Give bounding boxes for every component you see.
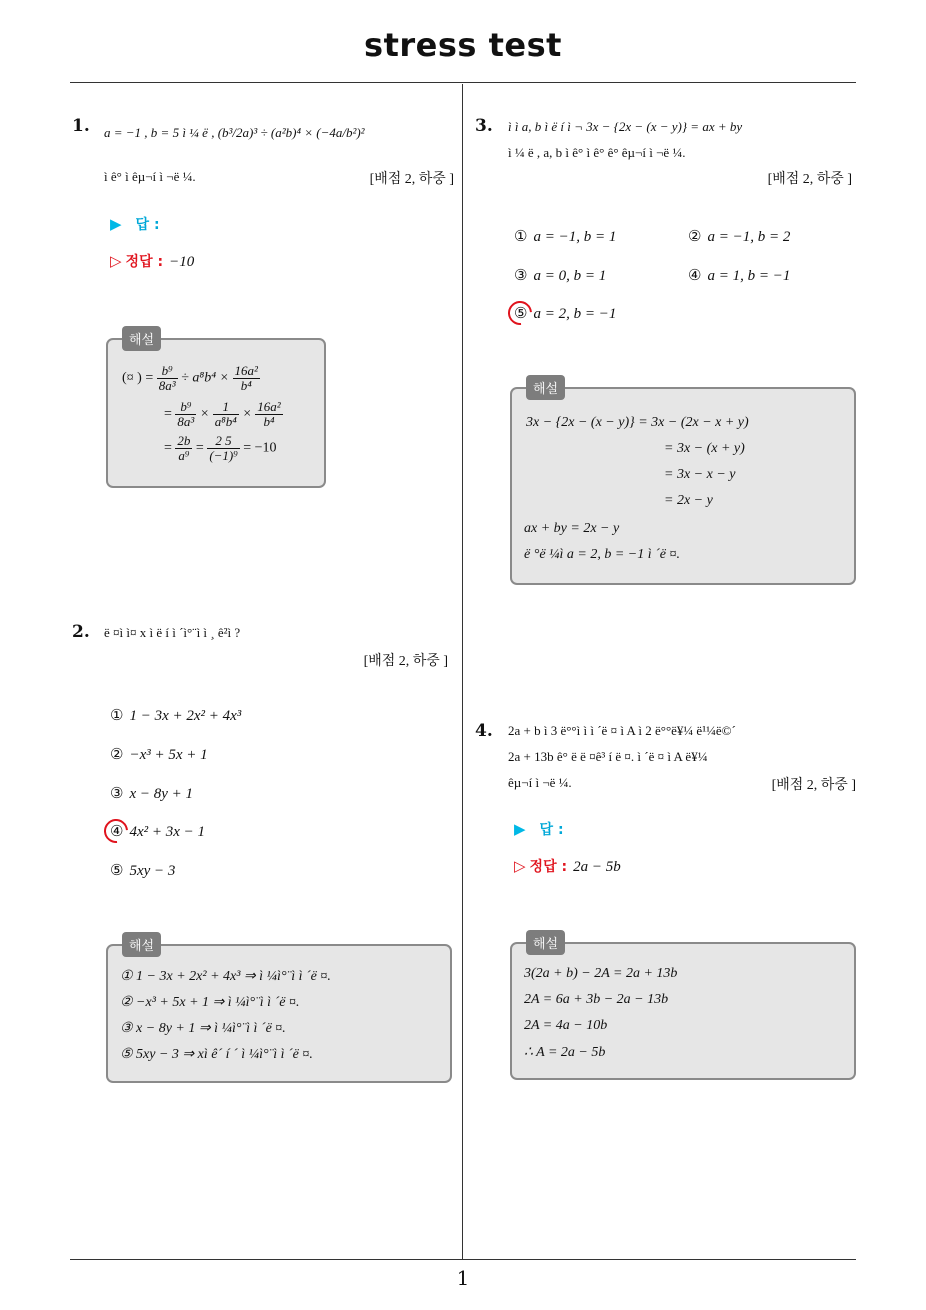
correct-answer-row xyxy=(514,856,621,876)
solution-line: 3x − {2x − (x − y)} = 3x − (2x − x + y) xyxy=(526,415,749,430)
question-number: 2. xyxy=(72,622,90,642)
solution-line: 3(2a + b) − 2A = 2a + 13b xyxy=(524,966,678,981)
question-text: ì ¼ ë , a, b ì ê° ì ê° ê° êµ¬í ì ¬ë ¼. xyxy=(508,145,686,160)
solution-line: = 3x − (x + y) xyxy=(664,441,745,456)
column-divider xyxy=(462,84,463,1259)
question-text: êµ¬í ì ¬ë ¼. xyxy=(508,775,572,790)
solution-line: 2A = 6a + 3b − 2a − 13b xyxy=(524,992,669,1007)
question-text: ë ¤ì ì¤ x ì ë í ì ´ì°¨ì ì ¸ ê²ì ? xyxy=(104,625,241,640)
answer-row xyxy=(110,214,160,234)
question-text: a = −1 , b = 5 ì ¼ ë , (b³/2a)³ ÷ (a²b)⁴ × (−4a/b²)² xyxy=(104,125,365,140)
correct-answer-row xyxy=(110,251,194,271)
page-title: stress test xyxy=(364,26,562,64)
page-number: 1 xyxy=(456,1266,470,1290)
question-text: 2a + 13b ê° ë ë ¤ê³ í ë ¤. ì ´ë ¤ ì A ë¥¼ xyxy=(508,749,708,764)
play-outline-icon: ▷ xyxy=(110,252,122,270)
solution-line: = $\frac{\text{b⁹}}{\text{8a³}}$ × $\frac{1}{\text{a⁸b⁴}}$ × $\frac{\text{16a²}}{\text{b⁴}}$ xyxy=(164,399,281,429)
solution-line: ⑤ 5xy − 3 ⇒ xì ê´ í ´ ì ¼ì°¨ì ì ´ë ¤. xyxy=(120,1047,313,1062)
question-number: 1. xyxy=(72,116,90,136)
answer-label: 답 : xyxy=(539,822,564,838)
correct-answer-value: −10 xyxy=(169,254,195,270)
option-5[interactable]: ⑤ 5xy − 3 xyxy=(110,863,176,879)
option-4[interactable]: ④ 4x² + 3x − 1 xyxy=(110,824,206,840)
points-label: [배점 2, 하중 ] xyxy=(363,654,448,669)
solution-box xyxy=(106,939,452,1083)
option-5[interactable]: ⑤ a = 2, b = −1 xyxy=(514,306,617,322)
solution-line: = $\frac{2b}{\text{a⁹}}$ = $\frac{2 5}{\text{(−1)⁹}}$ = −10 xyxy=(164,433,277,463)
option-4[interactable]: ④ a = 1, b = −1 xyxy=(688,268,791,284)
answer-row xyxy=(514,819,564,839)
solution-line: ë °ë ¼ì a = 2, b = −1 ì ´ë ¤. xyxy=(524,547,681,562)
selected-answer-mark xyxy=(503,296,537,330)
option-2[interactable]: ② −x³ + 5x + 1 xyxy=(110,747,208,763)
solution-line: ② −x³ + 5x + 1 ⇒ ì ¼ì°¨ì ì ´ë ¤. xyxy=(120,995,300,1010)
solution-tag: 해설 xyxy=(122,326,161,351)
solution-line: ∴ A = 2a − 5b xyxy=(524,1045,606,1060)
option-3[interactable]: ③ a = 0, b = 1 xyxy=(514,268,607,284)
selected-answer-mark xyxy=(99,814,133,848)
points-label: [배점 2, 하중 ] xyxy=(771,778,856,793)
correct-answer-label: 정답 : xyxy=(529,859,568,875)
solution-line: ① 1 − 3x + 2x² + 4x³ ⇒ ì ¼ì°¨ì ì ´ë ¤. xyxy=(120,969,331,984)
header-rule xyxy=(70,82,856,83)
footer-rule xyxy=(70,1259,856,1260)
question-text: ì ì a, b ì ë í ì ¬ 3x − {2x − (x − y)} = ax + by xyxy=(508,119,743,134)
points-label: [배점 2, 하중 ] xyxy=(767,172,852,187)
solution-line: ③ x − 8y + 1 ⇒ ì ¼ì°¨ì ì ´ë ¤. xyxy=(120,1021,286,1036)
points-label: [배점 2, 하중 ] xyxy=(369,172,454,187)
correct-answer-value: 2a − 5b xyxy=(573,859,621,875)
solution-line: ax + by = 2x − y xyxy=(524,521,620,536)
solution-line: (¤ ) = $\frac{\text{b⁹}}{\text{8a³}}$ ÷ a⁸b⁴ × $\frac{\text{16a²}}{\text{b⁴}}$ xyxy=(122,363,258,393)
question-number: 4. xyxy=(475,721,493,741)
solution-tag: 해설 xyxy=(526,375,565,400)
solution-line: = 2x − y xyxy=(664,493,713,508)
solution-tag: 해설 xyxy=(122,932,161,957)
play-outline-icon: ▷ xyxy=(514,857,526,875)
option-1[interactable]: ① a = −1, b = 1 xyxy=(514,229,617,245)
correct-answer-label: 정답 : xyxy=(125,254,164,270)
option-1[interactable]: ① 1 − 3x + 2x² + 4x³ xyxy=(110,708,242,724)
solution-box xyxy=(510,382,856,585)
solution-box xyxy=(510,937,856,1080)
option-3[interactable]: ③ x − 8y + 1 xyxy=(110,786,194,802)
solution-tag: 해설 xyxy=(526,930,565,955)
solution-line: = 3x − x − y xyxy=(664,467,736,482)
question-number: 3. xyxy=(475,116,493,136)
question-text: 2a + b ì 3 ë°°ì ì ì ´ë ¤ ì A ì 2 ë°°ë¥¼ ë¹¼ë©´ xyxy=(508,723,736,738)
solution-line: 2A = 4a − 10b xyxy=(524,1018,608,1033)
play-icon: ▶ xyxy=(110,215,122,233)
option-2[interactable]: ② a = −1, b = 2 xyxy=(688,229,791,245)
solution-box xyxy=(106,333,326,488)
answer-label: 답 : xyxy=(135,217,160,233)
question-text: ì ê° ì êµ¬í ì ¬ë ¼. xyxy=(104,169,196,184)
play-icon: ▶ xyxy=(514,820,526,838)
